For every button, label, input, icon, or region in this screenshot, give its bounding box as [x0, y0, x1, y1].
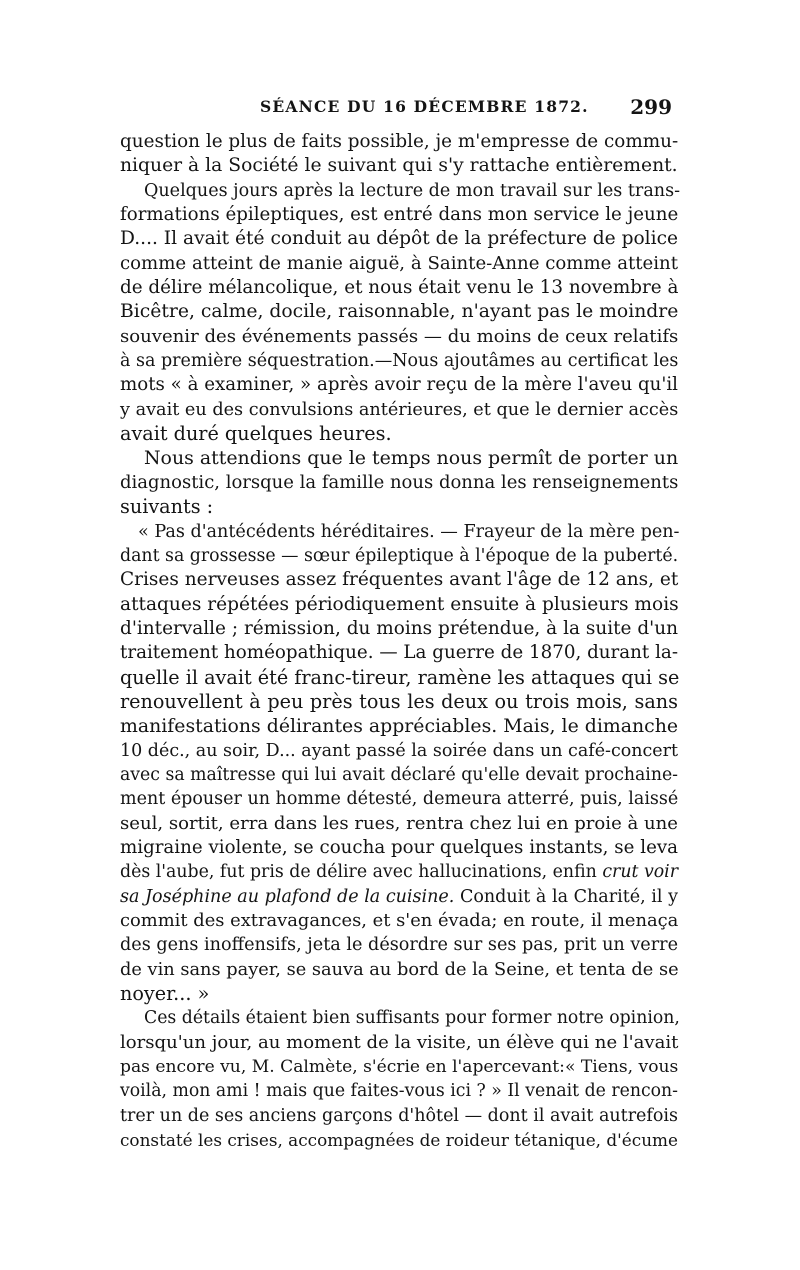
text-line: formations épileptiques, est entré dans mon service le jeune: [120, 204, 679, 226]
text-line: diagnostic, lorsque la famille nous donna les renseignements: [120, 471, 679, 493]
text-line: attaques répétées périodiquement ensuite à plusieurs mois: [120, 593, 679, 615]
text-line: « Pas d'antécédents héréditaires. — Frayeur de la mère pen-: [138, 521, 680, 542]
text-line: traitement homéopathique. — La guerre de 1870, durant la-: [120, 642, 678, 664]
text-line: noyer... »: [120, 982, 210, 1006]
text-line: mots « à examiner, » après avoir reçu de la mère l'aveu qu'il: [120, 374, 678, 396]
body-text: [120, 130, 681, 1152]
text-line: des gens inoffensifs, jeta le désordre sur ses pas, prit un verre: [120, 935, 678, 956]
text-line: de délire mélancolique, et nous était venu le 13 novembre à: [120, 277, 679, 299]
text-line: souvenir des événements passés — du moins de ceux relatifs: [120, 325, 679, 347]
text-line: commit des extravagances, et s'en évada; en route, il menaça: [120, 910, 679, 931]
text-line: lorsqu'un jour, au moment de la visite, un élève qui ne l'avait: [120, 1031, 679, 1053]
text-line: Crises nerveuses assez fréquentes avant l'âge de 12 ans, et: [120, 569, 679, 591]
text-line: de vin sans payer, se sauva au bord de la Seine, et tenta de se: [120, 959, 679, 980]
text-line: avec sa maîtresse qui lui avait déclaré qu'elle devait prochaine-: [120, 764, 678, 785]
text-segment: Conduit à la Charité, il y: [459, 886, 678, 907]
text-line: 10 déc., au soir, D... ayant passé la soirée dans un café-concert: [120, 740, 678, 761]
text-line: quelle il avait été franc-tireur, ramène les attaques qui se: [120, 665, 680, 689]
text-line-mixed: [120, 885, 678, 909]
text-line: avait duré quelques heures.: [120, 422, 392, 446]
page-number: 299: [630, 95, 672, 119]
running-title: SÉANCE DU 16 DÉCEMBRE 1872.: [260, 97, 589, 116]
text-line: Quelques jours après la lecture de mon travail sur les trans-: [144, 180, 681, 201]
text-line: d'intervalle ; rémission, du moins prétendue, à la suite d'un: [120, 617, 678, 639]
text-line: Nous attendions que le temps nous permît de porter un: [144, 447, 679, 470]
text-line: y avait eu des convulsions antérieures, et que le dernier accès: [120, 399, 679, 420]
text-line: trer un de ses anciens garçons d'hôtel — dont il avait autrefois: [120, 1105, 679, 1126]
text-line: suivants :: [120, 495, 214, 519]
text-line: à sa première séquestration.—Nous ajoutâmes au certificat les: [120, 351, 679, 372]
page-header: [120, 97, 678, 127]
text-line: migraine violente, se coucha pour quelques instants, se leva: [120, 836, 678, 858]
text-line: Bicêtre, calme, docile, raisonnable, n'ayant pas le moindre: [120, 301, 679, 323]
text-line: niquer à la Société le suivant qui s'y rattache entièrement.: [120, 155, 678, 177]
text-line: D.... Il avait été conduit au dépôt de la préfecture de police: [120, 228, 678, 250]
text-line: renouvellent à peu près tous les deux ou trois mois, sans: [120, 689, 678, 713]
text-line: Ces détails étaient bien suffisants pour former notre opinion,: [144, 1008, 680, 1029]
text-line: dant sa grossesse — sœur épileptique à l'époque de la puberté.: [120, 545, 679, 566]
text-line-mixed: [120, 860, 678, 884]
text-line: seul, sortit, erra dans les rues, rentra chez lui en proie à une: [120, 812, 678, 834]
text-line: comme atteint de manie aiguë, à Sainte-Anne comme atteint: [120, 252, 678, 274]
text-line: pas encore vu, M. Calmète, s'écrie en l'apercevant:« Tiens, vous: [120, 1057, 679, 1078]
text-line: manifestations délirantes appréciables. Mais, le dimanche: [120, 715, 678, 738]
italic-text: crut voir: [602, 862, 678, 883]
text-segment: dès l'aube, fut pris de délire avec hallucinations, enfin: [120, 862, 597, 883]
text-line: ment épouser un homme détesté, demeura atterré, puis, laissé: [120, 789, 679, 810]
text-line: voilà, mon ami ! mais que faites-vous ici ? » Il venait de rencon-: [120, 1081, 678, 1102]
text-line: constaté les crises, accompagnées de roideur tétanique, d'écume: [120, 1130, 678, 1151]
italic-text: sa Joséphine au plafond de la cuisine.: [120, 886, 455, 907]
text-line: question le plus de faits possible, je m'empresse de commu-: [120, 131, 679, 152]
